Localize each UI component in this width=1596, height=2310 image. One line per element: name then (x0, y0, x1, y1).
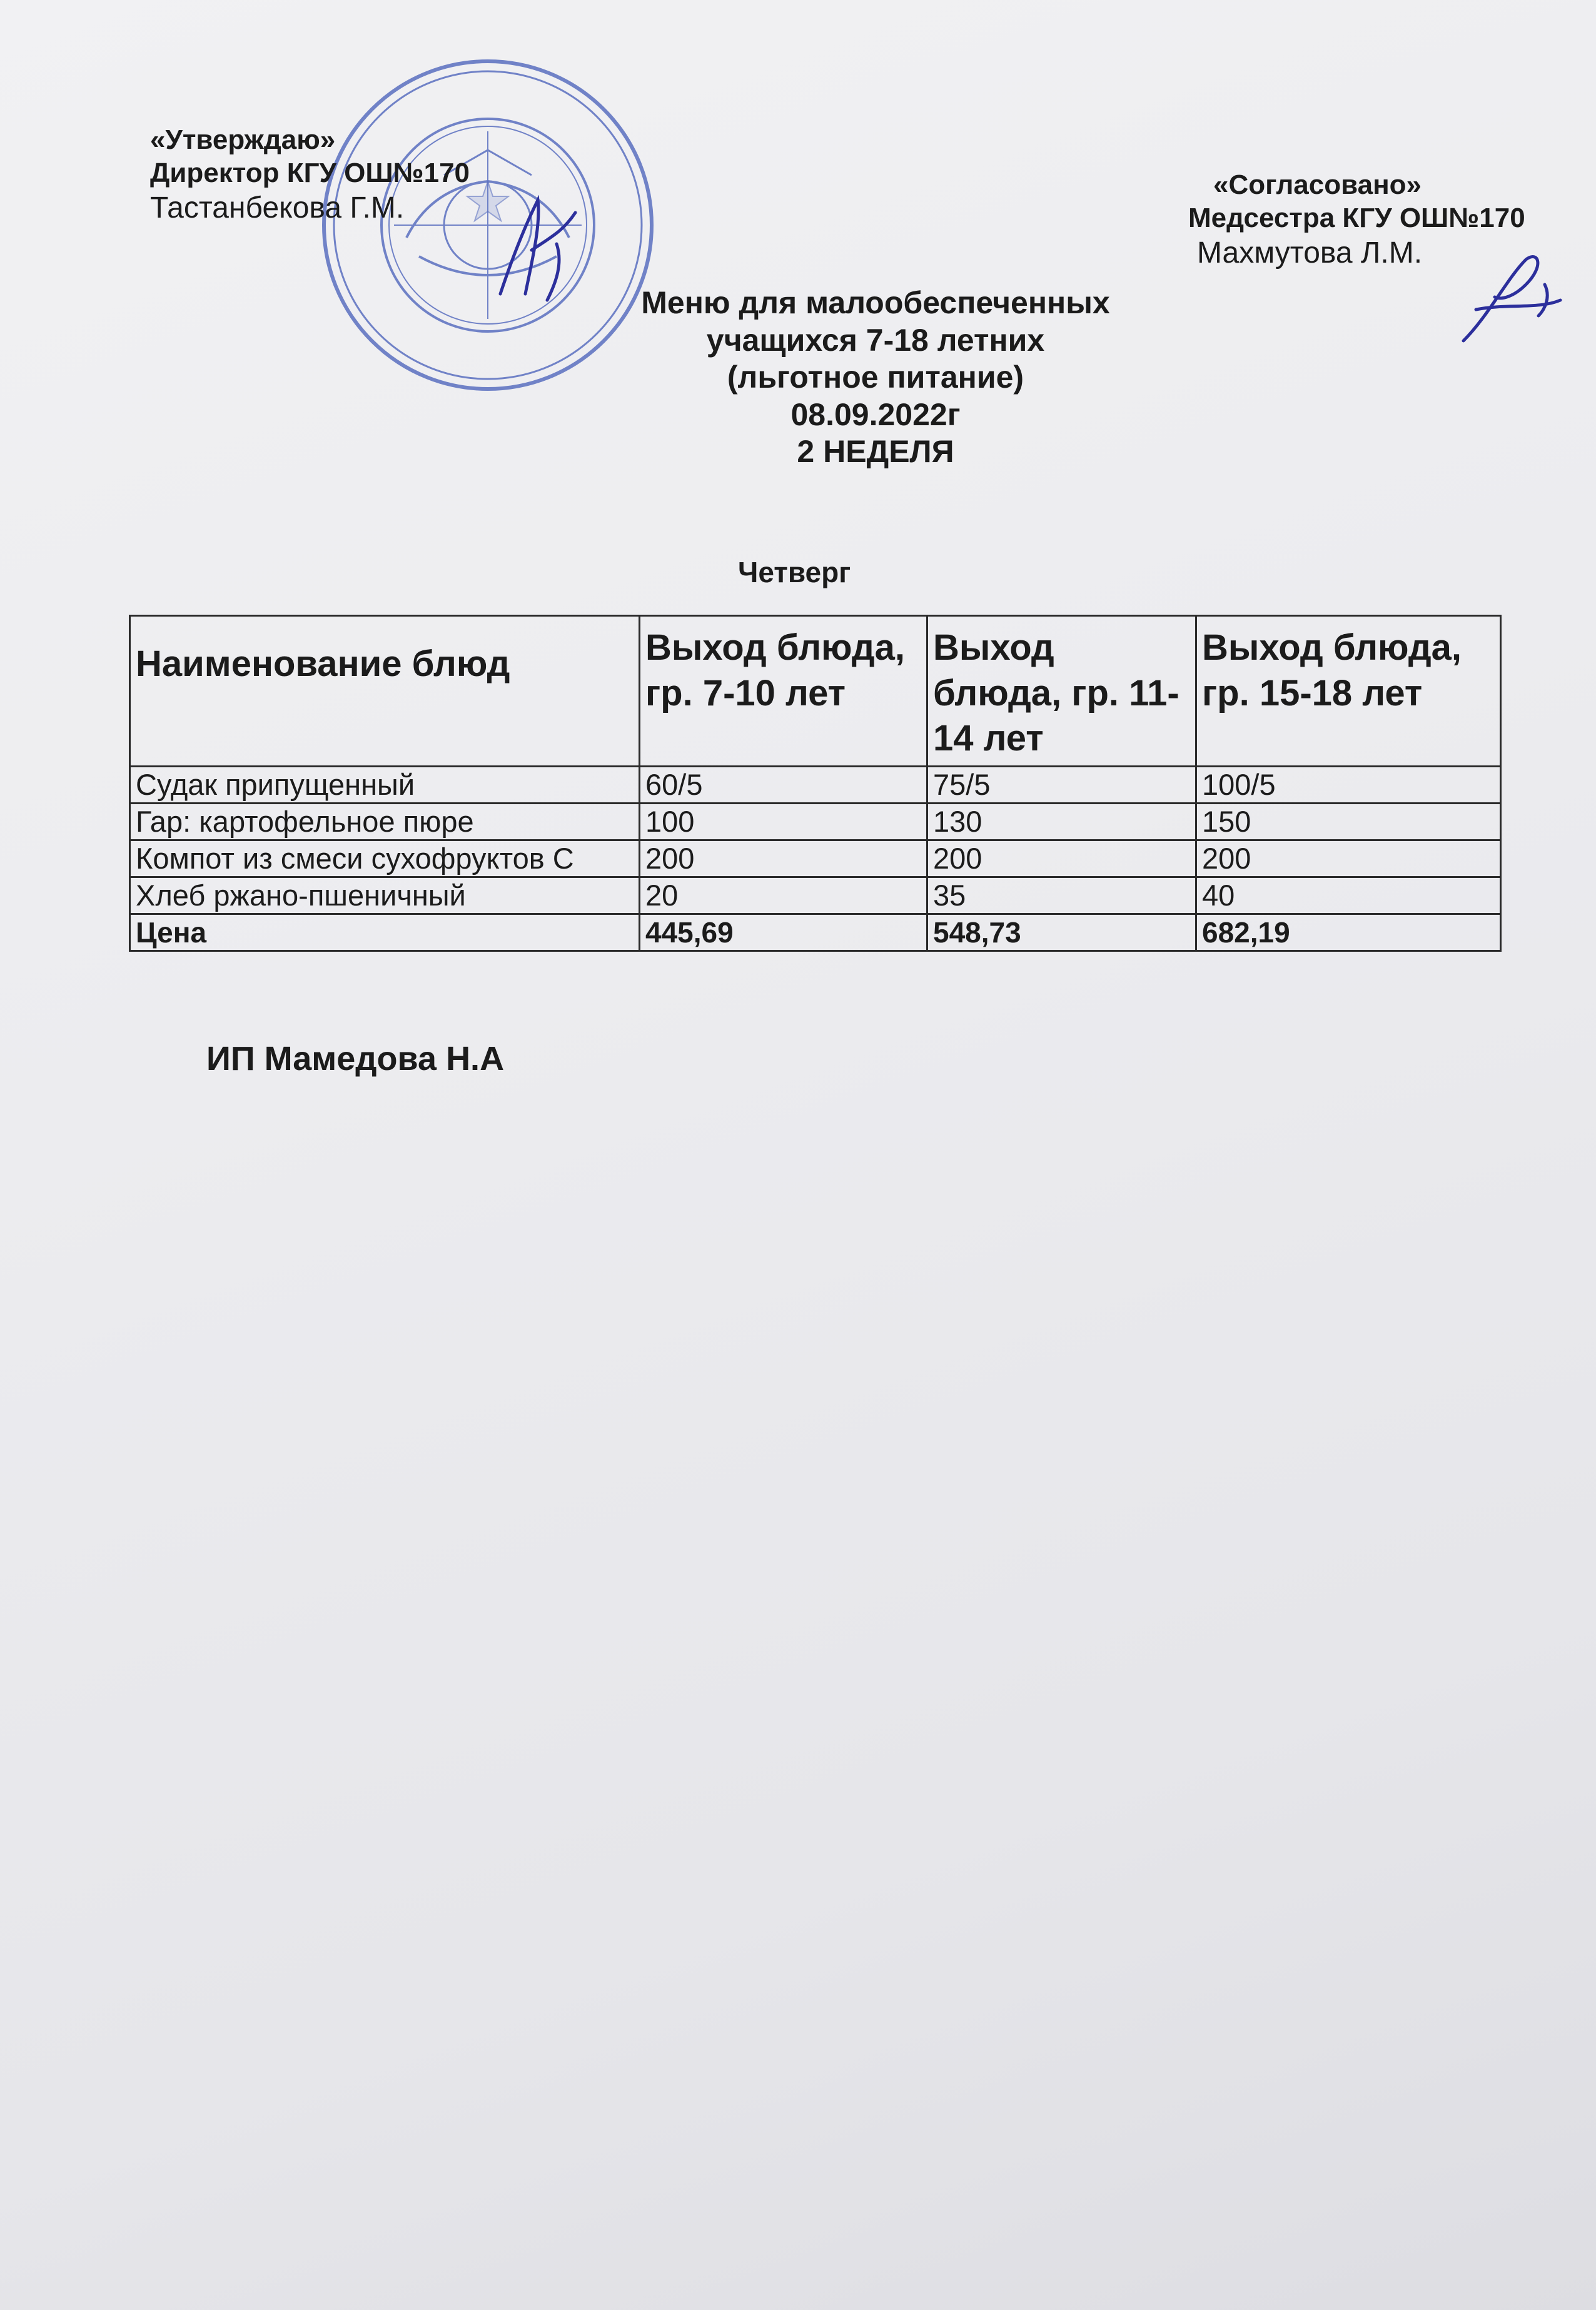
agreement-heading: «Согласовано» (1213, 169, 1422, 200)
portion-cell: 200 (640, 840, 927, 877)
agreement-block (1188, 169, 1525, 271)
price-cell: 445,69 (640, 914, 927, 951)
portion-cell: 200 (1196, 840, 1501, 877)
approval-heading: «Утверждаю» (150, 124, 336, 155)
header-portion-7-10: Выход блюда, гр. 7-10 лет (640, 616, 927, 767)
dish-name-cell: Судак припущенный (130, 766, 640, 803)
title-date: 08.09.2022г (790, 396, 961, 432)
portion-cell: 75/5 (927, 766, 1196, 803)
dish-name-cell: Гар: картофельное пюре (130, 803, 640, 840)
portion-cell: 150 (1196, 803, 1501, 840)
title-line-3: (льготное питание) (727, 360, 1024, 395)
agreement-name: Махмутова Л.М. (1197, 236, 1423, 270)
table-row (130, 803, 1501, 840)
table-row (130, 877, 1501, 914)
menu-table (129, 615, 1502, 952)
portion-cell: 100 (640, 803, 927, 840)
price-cell: 548,73 (927, 914, 1196, 951)
price-row (130, 914, 1501, 951)
table-header-row (130, 616, 1501, 767)
portion-cell: 60/5 (640, 766, 927, 803)
dish-name-cell: Хлеб ржано-пшеничный (130, 877, 640, 914)
approval-position: Директор КГУ ОШ№170 (150, 157, 470, 188)
document-title (563, 285, 1188, 471)
portion-cell: 100/5 (1196, 766, 1501, 803)
title-week: 2 НЕДЕЛЯ (797, 434, 954, 469)
portion-cell: 130 (927, 803, 1196, 840)
supplier-name: ИП Мамедова Н.А (206, 1040, 505, 1077)
title-line-1: Меню для малообеспеченных (641, 285, 1110, 320)
table-row (130, 840, 1501, 877)
header-portion-11-14: Выход блюда, гр. 11-14 лет (927, 616, 1196, 767)
header-dish-name: Наименование блюд (130, 616, 640, 767)
dish-name-cell: Компот из смеси сухофруктов С (130, 840, 640, 877)
portion-cell: 35 (927, 877, 1196, 914)
agreement-position: Медсестра КГУ ОШ№170 (1188, 202, 1525, 233)
title-line-2: учащихся 7-18 летних (706, 322, 1045, 358)
weekday-label: Четверг (738, 556, 851, 588)
portion-cell: 200 (927, 840, 1196, 877)
price-cell: 682,19 (1196, 914, 1501, 951)
approval-name: Тастанбекова Г.М. (150, 191, 405, 224)
portion-cell: 20 (640, 877, 927, 914)
table-row (130, 766, 1501, 803)
header-portion-15-18: Выход блюда, гр. 15-18 лет (1196, 616, 1501, 767)
price-label-cell: Цена (130, 914, 640, 951)
approval-block (150, 124, 470, 226)
portion-cell: 40 (1196, 877, 1501, 914)
